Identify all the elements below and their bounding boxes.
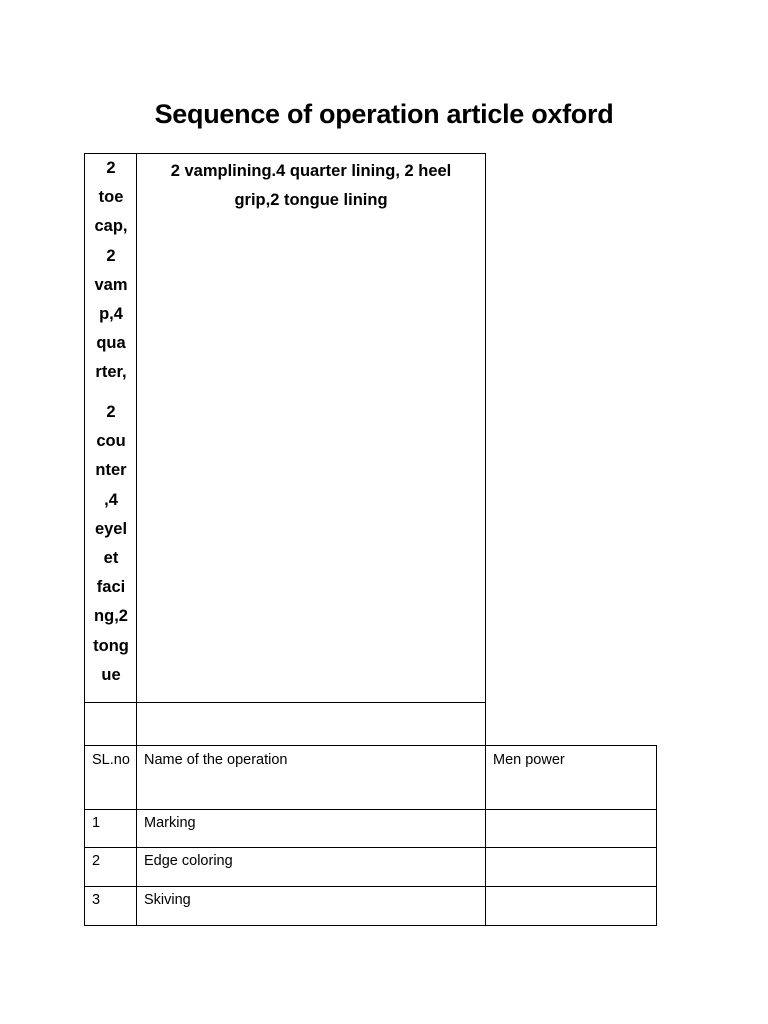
row-2-operation-cell	[136, 847, 486, 887]
row-2-sl-no-cell	[84, 847, 137, 887]
page-title: Sequence of operation article oxford	[154, 99, 614, 129]
upper-parts-line: cap,	[94, 217, 128, 236]
row-1-sl-no-cell	[84, 809, 137, 848]
upper-parts-line: nter	[95, 461, 127, 480]
header-operation: Name of the operation	[144, 752, 288, 768]
upper-parts-line: cou	[96, 432, 126, 451]
upper-parts-line: p,4	[99, 305, 123, 323]
row-3-operation-cell	[136, 886, 486, 926]
empty-cell-right	[136, 702, 486, 746]
upper-parts-cell	[84, 153, 137, 703]
upper-parts-line: et	[103, 549, 119, 567]
upper-parts-line: rter,	[95, 363, 127, 382]
upper-parts-line: tong	[93, 636, 129, 655]
lining-parts-cell	[136, 153, 486, 703]
lining-parts-text: 2 vamplining.4 quarter lining, 2 heel grip,2 tongue lining	[170, 162, 452, 209]
upper-parts-line: ,4	[104, 490, 118, 509]
row-2-men-power-cell	[485, 847, 657, 887]
header-men-power-cell	[485, 745, 657, 810]
upper-parts-line: 2	[106, 159, 116, 177]
row-1-sl-no: 1	[92, 815, 101, 831]
upper-parts-line: 2	[106, 403, 116, 421]
upper-parts-line: ue	[101, 665, 121, 684]
row-2-operation: Edge coloring	[144, 853, 233, 869]
upper-parts-line: eyel	[94, 519, 128, 538]
upper-parts-line: toe	[98, 188, 124, 207]
row-1-men-power-cell	[485, 809, 657, 848]
upper-parts-line: qua	[96, 334, 126, 353]
upper-parts-line: 2	[106, 246, 116, 265]
row-2-sl-no: 2	[92, 853, 101, 869]
upper-parts-line: ng,2	[94, 607, 128, 626]
header-men-power: Men power	[493, 752, 565, 768]
row-3-operation: Skiving	[144, 892, 191, 908]
row-1-operation-cell	[136, 809, 486, 848]
upper-parts-line: faci	[96, 578, 126, 597]
row-3-sl-no-cell	[84, 886, 137, 926]
header-operation-cell	[136, 745, 486, 810]
row-3-men-power-cell	[485, 886, 657, 926]
header-sl-no-cell	[84, 745, 137, 810]
row-3-sl-no: 3	[92, 892, 101, 908]
row-1-operation: Marking	[144, 815, 196, 831]
empty-cell-left	[84, 702, 137, 746]
upper-parts-line: vam	[94, 275, 128, 294]
header-sl-no: SL.no	[92, 752, 130, 768]
